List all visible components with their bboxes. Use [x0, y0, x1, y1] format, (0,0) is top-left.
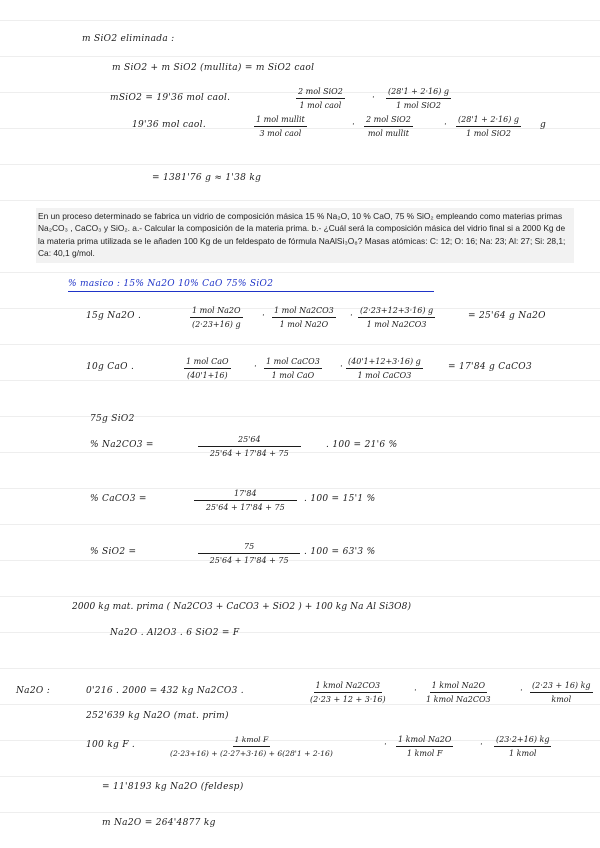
fraction-denominator: 1 mol SiO2: [396, 101, 441, 110]
dot: ·: [262, 311, 266, 321]
pct-na2co3-result: . 100 = 21'6 %: [326, 440, 398, 450]
line3-lhs: 19'36 mol caol.: [132, 120, 206, 130]
pct-na2co3-fraction: [198, 434, 301, 459]
fraction-denominator: 1 mol CaCO3: [357, 371, 412, 380]
pct-sio2-result: . 100 = 63'3 %: [304, 547, 376, 557]
feldspar-lhs: 100 kg F .: [86, 740, 136, 750]
fraction-denominator: 25'64 + 17'84 + 75: [209, 556, 289, 565]
fraction-numerator: 2 mol SiO2: [296, 86, 345, 99]
b-fraction-3: [530, 680, 593, 705]
dot: ·: [480, 740, 484, 750]
composition-header: % masico : 15% Na2O 10% CaO 75% SiO2: [68, 279, 274, 289]
dot: ·: [384, 740, 388, 750]
fraction-denominator: 1 mol SiO2: [466, 129, 511, 138]
fraction-denominator: 1 kmol F: [406, 749, 443, 758]
fraction-numerator: 1 kmol Na2CO3: [314, 680, 383, 693]
dot: ·: [414, 686, 418, 696]
cao-lhs: 10g CaO .: [86, 362, 135, 372]
fraction-denominator: kmol: [551, 695, 572, 704]
fraction-numerator: 2 mol SiO2: [364, 114, 413, 127]
na2o-result: = 25'64 g Na2O: [468, 311, 546, 321]
final-na2o-mass: m Na2O = 264'4877 kg: [102, 818, 216, 828]
fraction-numerator: 1 mol mullit: [254, 114, 307, 127]
fraction-numerator: (28'1 + 2·16) g: [456, 114, 521, 127]
fraction-denominator: (2·23 + 12 + 3·16): [310, 695, 386, 704]
dot: ·: [350, 311, 354, 321]
fraction-5: [456, 114, 521, 139]
dot: ·: [444, 120, 448, 130]
pct-sio2-lhs: % SiO2 =: [90, 547, 137, 557]
problem-statement: En un proceso determinado se fabrica un vidrio de composición másica 15 % Na₂O, 10 % CaO, 75 % SiO₂ empleando como materias primas Na₂CO₃ , CaCO₃ y SiO₂. a.- Calcular la composición de la materia prima. b.- ¿Cuál será la composición másica del vidrio final si a 2000 Kg de la materia prima utilizada se le añaden 100 Kg de un feldespato de fórmula NaAlSi₃O₈? Masas atómicas: C: 12; O: 16; Na: 23; Al: 27; Si: 28,1; Ca: 40,1 g/mol.: [36, 208, 574, 263]
fraction-numerator: 1 kmol Na2O: [430, 680, 487, 693]
fraction-denominator: (2·23+16) + (2·27+3·16) + 6(28'1 + 2·16): [170, 749, 333, 758]
msio2-lhs: mSiO2 = 19'36 mol caol.: [110, 93, 231, 103]
sio2-line: 75g SiO2: [90, 414, 135, 424]
fraction-numerator: 1 kmol Na2O: [396, 734, 453, 747]
feldspar-result: = 11'8193 kg Na2O (feldesp): [102, 782, 244, 792]
ca-fraction-1: [184, 356, 231, 381]
na2o-lhs: 15g Na2O .: [86, 311, 142, 321]
fraction-denominator: mol mullit: [367, 129, 409, 138]
pct-caco3-fraction: [194, 488, 297, 513]
fraction-numerator: 25'64: [198, 434, 301, 447]
fraction-3: [254, 114, 307, 139]
pct-sio2-fraction: [198, 541, 300, 566]
pct-na2co3-lhs: % Na2CO3 =: [90, 440, 154, 450]
b-fraction-1: [310, 680, 386, 705]
pct-caco3-lhs: % CaCO3 =: [90, 494, 147, 504]
fraction-numerator: 1 mol CaO: [184, 356, 231, 369]
na-fraction-1: [190, 305, 243, 330]
fraction-denominator: (40'1+16): [187, 371, 228, 380]
part-b-line-1: 2000 kg mat. prima ( Na2CO3 + CaCO3 + SiO2 ) + 100 kg Na Al Si3O8): [72, 602, 412, 612]
feldspar-formula: Na2O . Al2O3 . 6 SiO2 = F: [110, 628, 240, 638]
f-fraction-1: [170, 734, 333, 759]
fraction-numerator: 75: [198, 541, 300, 554]
f-fraction-2: [396, 734, 453, 759]
na2o-label: Na2O :: [16, 686, 51, 696]
fraction-denominator: 1 mol Na2CO3: [366, 320, 427, 329]
fraction-numerator: (40'1+12+3·16) g: [346, 356, 423, 369]
result-sio2: = 1381'76 g ≈ 1'38 kg: [152, 173, 262, 183]
b-fraction-2: [426, 680, 491, 705]
fraction-numerator: (23·2+16) kg: [494, 734, 551, 747]
fraction-2: [386, 86, 451, 111]
heading-sio2-eliminada: m SiO2 eliminada :: [82, 34, 175, 44]
dot: ·: [254, 362, 258, 372]
fraction-numerator: 1 mol CaCO3: [264, 356, 322, 369]
na2co3-mass-calc: 0'216 . 2000 = 432 kg Na2CO3 .: [86, 686, 244, 696]
cao-result: = 17'84 g CaCO3: [448, 362, 533, 372]
na-fraction-2: [272, 305, 336, 330]
fraction-denominator: 1 mol caol: [299, 101, 342, 110]
ca-fraction-2: [264, 356, 322, 381]
fraction-denominator: (2·23+16) g: [191, 320, 241, 329]
fraction-denominator: 3 mol caol: [259, 129, 302, 138]
na-fraction-3: [358, 305, 435, 330]
fraction-numerator: (2·23+12+3·16) g: [358, 305, 435, 318]
fraction-numerator: 1 mol Na2CO3: [272, 305, 336, 318]
dot: ·: [372, 93, 376, 103]
fraction-denominator: 1 kmol Na2CO3: [426, 695, 491, 704]
fraction-denominator: 1 kmol: [509, 749, 537, 758]
fraction-denominator: 25'64 + 17'84 + 75: [205, 503, 285, 512]
dot: ·: [520, 686, 524, 696]
fraction-1: [296, 86, 345, 111]
f-fraction-3: [494, 734, 551, 759]
pct-caco3-result: . 100 = 15'1 %: [304, 494, 376, 504]
fraction-numerator: 17'84: [194, 488, 297, 501]
fraction-numerator: 1 mol Na2O: [190, 305, 243, 318]
fraction-denominator: 1 mol CaO: [271, 371, 315, 380]
unit-g: g: [540, 120, 547, 130]
na2o-raw-material-result: 252'639 kg Na2O (mat. prim): [86, 711, 229, 721]
fraction-4: [364, 114, 413, 139]
header-underline: [68, 291, 434, 292]
fraction-numerator: 1 kmol F: [233, 734, 271, 747]
ca-fraction-3: [346, 356, 423, 381]
fraction-numerator: (2·23 + 16) kg: [530, 680, 593, 693]
fraction-denominator: 1 mol Na2O: [279, 320, 329, 329]
fraction-numerator: (28'1 + 2·16) g: [386, 86, 451, 99]
fraction-denominator: 25'64 + 17'84 + 75: [209, 449, 289, 458]
dot: ·: [340, 362, 344, 372]
dot: ·: [352, 120, 356, 130]
mass-balance-line: m SiO2 + m SiO2 (mullita) = m SiO2 caol: [112, 63, 315, 73]
